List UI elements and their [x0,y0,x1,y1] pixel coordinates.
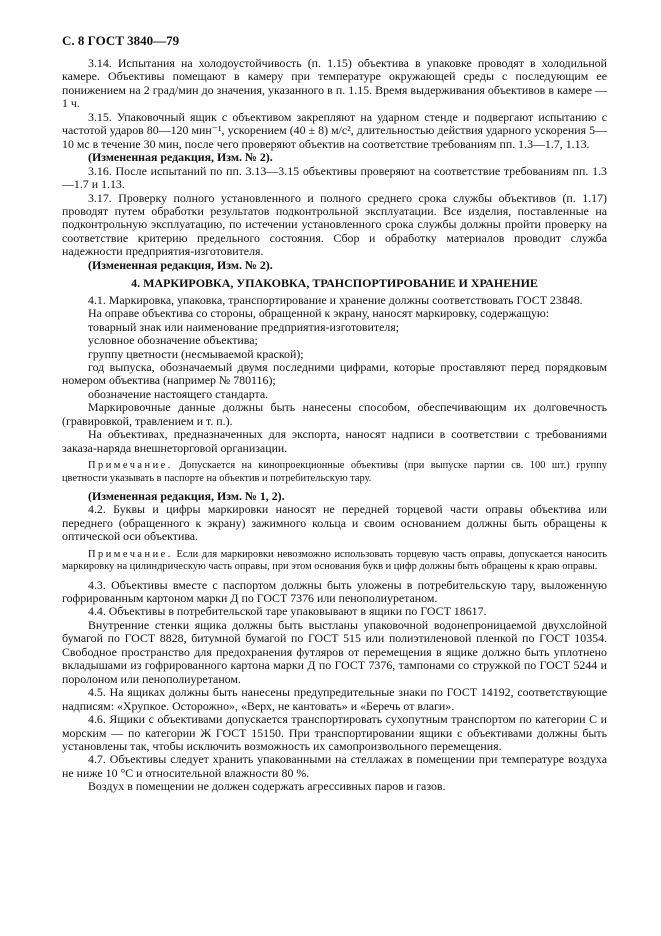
note-text: Допускается на кинопроекционные объективы (при выпуске партии св. 100 шт.) группу цветности указывать в паспорте на объектив и потребительскую тару. [62,460,607,484]
paragraph: 4.1. Маркировка, упаковка, транспортирование и хранение должны соответствовать ГОСТ 23848. [88,292,583,307]
paragraph: Маркировочные данные должны быть нанесены способом, обеспечивающим их долговечность (гравировкой, травлением и т. п.). [62,400,607,428]
note-label: Примечание. [88,460,173,472]
paragraph: группу цветности (несмываемой краской); [88,346,304,361]
paragraph: Внутренние стенки ящика должны быть выстланы упаковочной водонепроницаемой двухслойной бумагой по ГОСТ 8828, битумной бумагой по ГОСТ 515 или полиэтиленовой пленкой по ГОСТ 10354. Свободное пространство для предохранения футляров от перемещения в ящике должно быть уплотнено вкладышами из гофрированного картона марки Д по ГОСТ 7376, тампонами со стружкой по ГОСТ 5244 и поролоном или пенополиуретаном. [62,617,607,686]
amendment-note: (Измененная редакция, Изм. № 1, 2). [88,488,285,503]
note [62,460,607,485]
paragraph: 4.4. Объективы в потребительской таре упаковывают в ящики по ГОСТ 18617. [88,604,487,619]
paragraph: На оправе объектива со стороны, обращенной к экрану, наносят маркировку, содержащую: [88,306,550,321]
note [62,549,607,574]
page-header: С. 8 ГОСТ 3840—79 [62,33,180,48]
paragraph: 4.7. Объективы следует хранить упакованными на стеллажах в помещении при температуре воздуха не ниже 10 °С и относительной влажности 80 %. [62,752,607,780]
note-text: Если для маркировки невозможно использовать торцевую часть оправы, допускается наносить маркировку на цилиндрическую часть оправы, при этом основания букв и цифр должны быть обращены к краю оправы. [62,548,607,573]
paragraph: 3.15. Упаковочный ящик с объективом закрепляют на ударном стенде и подвергают испытанию с частотой ударов 80—120 мин⁻¹, ускорением (40 ± 8) м/с², длительностью действия ударного ускорения 5—10 мс в течение 30 мин, после чего проверяют объектив на соответствие требованиям пп. 1.3—1.7, 1.13. [62,109,607,151]
paragraph: 3.16. После испытаний по пп. 3.13—3.15 объективы проверяют на соответствие требованиям пп. 1.3—1.7 и 1.13. [62,163,607,192]
paragraph: 4.2. Буквы и цифры маркировки наносят не передней торцевой части оправы объектива или переднего (обращенного к экрану) зажимного кольца и своим основанием должны быть обращены к оптической оси объектива. [62,502,607,544]
paragraph: год выпуска, обозначаемый двумя последними цифрами, которые проставляют перед порядковым номером объектива (например № 780116); [62,359,607,388]
paragraph: На объективах, предназначенных для экспорта, наносят надписи в соответствии с требованиями заказа-наряда внешнеторговой организации. [62,427,607,455]
paragraph: 4.5. На ящиках должны быть нанесены предупредительные знаки по ГОСТ 14192, соответствующие надписям: «Хрупкое. Осторожно», «Верх, не кантовать» и «Беречь от влаги». [62,685,607,713]
paragraph: 4.6. Ящики с объективами допускается транспортировать сухопутным транспортом по категории С и морским — по категории Ж ГОСТ 15150. При транспортировании ящики с объективами должны быть установлены так, чтобы исключить возможность их самопроизвольного перемещения. [62,712,607,754]
section-heading: 4. МАРКИРОВКА, УПАКОВКА, ТРАНСПОРТИРОВАНИЕ И ХРАНЕНИЕ [131,276,538,291]
paragraph: 3.17. Проверку полного установленного и полного среднего срока службы объективов (п. 1.17) проводят путем обработки результатов подконтрольной эксплуатации. Все изделия, поставленные на подконтрольную эксплуатацию, по истечении установленного срока службы должны пройти проверку на соответствие критерию предельного состояния. Сбор и обработку материалов проводит служба надежности предприятия-изготовителя. [62,190,607,259]
paragraph: 3.14. Испытания на холодоустойчивость (п. 1.15) объектива в упаковке проводят в холодильной камере. Объективы помещают в камеру при температуре окружающей среды с последующим ее понижением на 2 град/мин до значения, указанного в п. 1.15. Время выдерживания объективов в камере — 1 ч. [62,56,607,111]
paragraph: обозначение настоящего стандарта. [88,386,269,401]
paragraph: 4.3. Объективы вместе с паспортом должны быть уложены в потребительскую тару, выложенную гофрированным картоном марки Д по ГОСТ 7376 или пенополиуретаном. [62,577,607,606]
amendment-note: (Измененная редакция, Изм. № 2). [88,150,273,165]
paragraph: товарный знак или наименование предприятия-изготовителя; [88,319,400,334]
document-body [62,57,607,794]
note-label: Примечание. [88,548,173,560]
paragraph: условное обозначение объектива; [88,333,258,348]
amendment-note: (Измененная редакция, Изм. № 2). [88,257,273,272]
paragraph: Воздух в помещении не должен содержать агрессивных паров и газов. [88,779,446,794]
